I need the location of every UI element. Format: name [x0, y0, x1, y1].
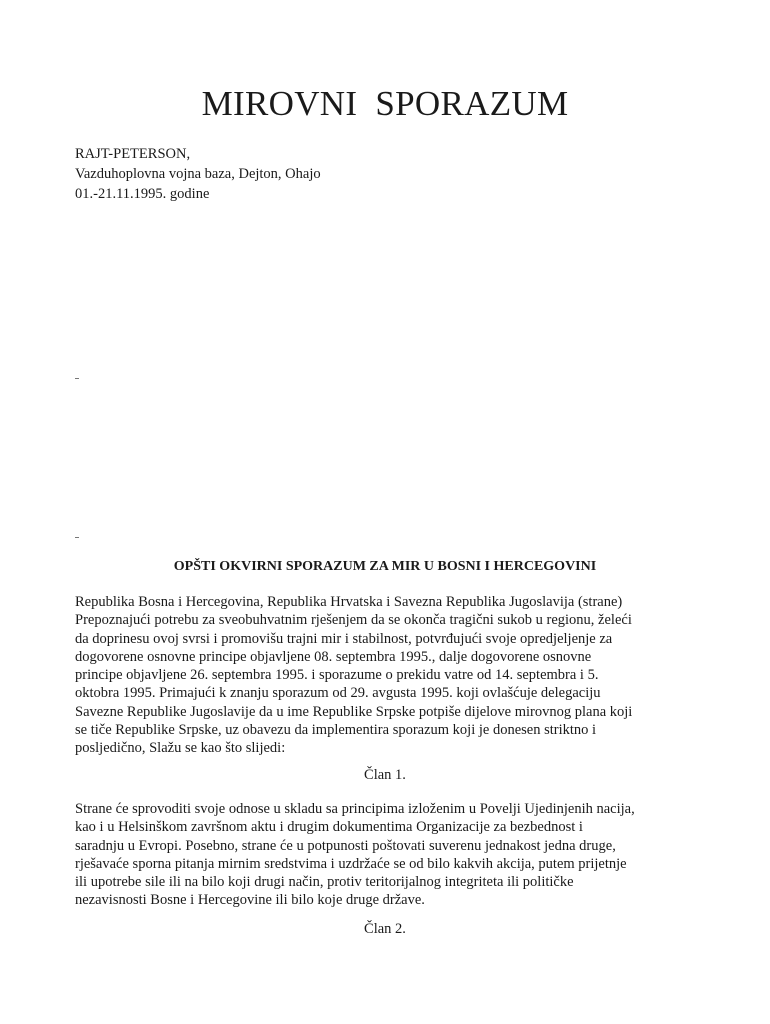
document-title: MIROVNI SPORAZUM	[201, 84, 569, 123]
paragraph-line: dogovorene osnovne principe objavljene 08. septembra 1995., dalje dogovorene osnovne	[75, 648, 592, 665]
meta-line-date: 01.-21.11.1995. godine	[75, 186, 210, 202]
paragraph-line: ili upotrebe sile ili na bilo koji drugi način, protiv teritorijalnog integriteta ili političke	[75, 874, 574, 891]
paragraph-line: posljedično, Slažu se kao što slijedi:	[75, 740, 286, 757]
scan-mark	[75, 378, 79, 379]
paragraph-line: Prepoznajući potrebu za sveobuhvatnim rješenjem da se okonča tragični sukob u regionu, želeći	[75, 612, 632, 629]
paragraph-line: saradnju u Evropi. Posebno, strane će u potpunosti poštovati suverenu jednakost jedna druge,	[75, 837, 616, 854]
paragraph-line: rješavaće sporna pitanja mirnim sredstvima i uzdržaće se od bilo kakvih akcija, putem prijetnje	[75, 855, 627, 872]
paragraph-line: principe objavljene 26. septembra 1995. i sporazume o prekidu vatre od 14. septembra i 5.	[75, 667, 599, 684]
section-heading: OPŠTI OKVIRNI SPORAZUM ZA MIR U BOSNI I HERCEGOVINI	[173, 559, 597, 574]
paragraph-line: se tiče Republike Srpske, uz obavezu da implementira sporazum koji je donesen striktno i	[75, 722, 597, 739]
paragraph-line: Savezne Republike Jugoslavije da u ime Republike Srpske potpiše dijelove mirovnog plana koji	[75, 703, 633, 720]
scan-mark	[75, 537, 79, 538]
meta-line-location: Vazduhoplovna vojna baza, Dejton, Ohajo	[75, 166, 321, 182]
article-2-heading: Član 2.	[364, 921, 406, 937]
article-1-heading: Član 1.	[364, 767, 406, 783]
paragraph-line: Strane će sprovoditi svoje odnose u skladu sa principima izloženim u Povelji Ujedinjenih nacija,	[75, 801, 635, 817]
article-1-paragraph	[75, 800, 700, 910]
document-meta	[75, 144, 321, 204]
paragraph-line: Republika Bosna i Hercegovina, Republika Hrvatska i Savezna Republika Jugoslavija (strane)	[75, 594, 623, 610]
intro-paragraph	[75, 593, 700, 758]
paragraph-line: nezavisnosti Bosne i Hercegovine ili bilo koje druge države.	[75, 892, 425, 909]
meta-line-signatories: RAJT-PETERSON,	[75, 146, 191, 162]
paragraph-line: oktobra 1995. Primajući k znanju sporazum od 29. avgusta 1995. koji ovlašćuje delegaciju	[75, 685, 601, 702]
paragraph-line: da doprinesu ovoj svrsi i promovišu trajni mir i stabilnost, potvrđujući svoje opredjeljenje za	[75, 630, 613, 647]
paragraph-line: kao i u Helsinškom završnom aktu i drugim dokumentima Organizacije za bezbednost i	[75, 819, 583, 836]
